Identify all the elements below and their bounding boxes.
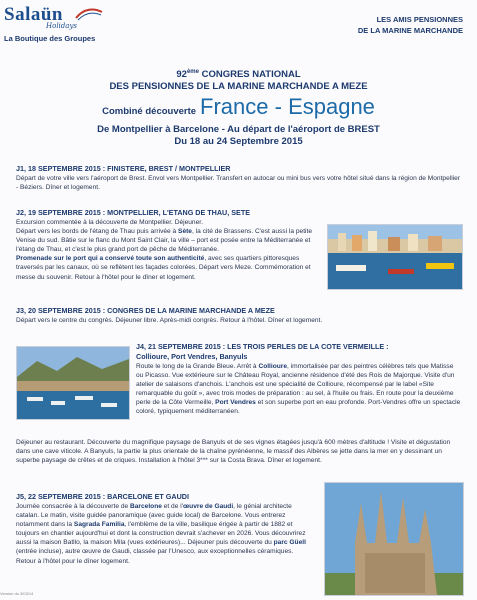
logo-tagline: La Boutique des Groupes [4,34,96,43]
day-5-gaudi: œuvre de Gaudi [182,503,234,510]
congress-number: 92 [176,69,187,81]
logo-wordmark: Salaün [4,4,63,25]
day-4-text-continued: Déjeuner au restaurant. Découverte du magnifique paysage de Banyuls et de ses vignes étagées jusqu'à 600 mètres d'altitude ! Visite et dégustation dans une cave viticole. A Banyuls, la partie la plus orientale de la chaîne pyrénéenne, le massif des Albères se jette dans la mer en y dessinant un superbe paysage de crêtes et de criques. Installation à l'hôtel 3*** sur la Costa Brava. Dîner et logement. [16,439,451,465]
day-1-text: Départ de votre ville vers l'aéroport de Brest. Envol vers Montpellier. Transfert en autocar ou mini bus vers votre hôtel situé dans la région de Montpellier - Béziers. Dîner et logement. [16,175,460,192]
dates-line: Du 18 au 24 Septembre 2015 [174,136,303,148]
title-block [0,66,477,148]
trip-title [0,95,477,124]
day-5-section [16,492,316,566]
day-4-section [136,342,462,417]
org-line-2: DE LA MARINE MARCHANDE [357,26,463,35]
day-4-heading: J4, 21 SEPTEMBRE 2015 : LES TROIS PERLES DE LA COTE VERMEILLE : [136,342,389,351]
day-2-text [16,218,316,282]
day-5-text-d: , l'emblème de la ville, basilique érigée à partir de 1882 et toujours en chantier aujourd'hui et dont la construction devrait s'achever en 2026. Vous découvrirez aussi la maison Batllo, la maison Mila (vues extérieures)... Déjeuner puis découverte du [16,521,306,547]
day-3-section [16,306,462,325]
swoosh-icon [74,6,104,22]
day-5-text-f: Retour à l'hôtel pour le dîner logement. [16,557,130,565]
day-2-text-c: , la cité de Brassens. C'est aussi la petite Venise du sud. Bâtie sur le flanc du Mont Saint Clair, la ville – port est posée entre la Méditerranée et l'étang de Thau, et c'est le plus grand port de pêche de Méditerranée. [16,228,312,254]
day-4-port-vendres: Port Vendres [215,399,256,407]
route-line: De Montpellier à Barcelone - Au départ de l'aéroport de BREST [97,124,380,136]
day-5-text-b: et de l' [161,503,183,510]
congress-subtitle: DES PENSIONNES DE LA MARINE MARCHANDE A MEZE [109,81,368,93]
day-2-heading: J2, 19 SEPTEMBRE 2015 : MONTPELLIER, L'ETANG DE THAU, SETE [16,208,251,217]
day-5-text-c: , le génial architecte catalan. Le matin, visite guidée panoramique (avec guide local) de Barcelone. Vous entrerez notamment dans la [16,503,292,529]
day-4-text-a: Route le long de la Grande Bleue. Arrêt à [136,363,259,370]
day-5-text [16,502,316,566]
port-vendres-photo [16,346,130,420]
day-3-text: Départ vers le centre du congrès. Déjeuner libre. Après-midi congrès. Retour à l'hôtel. Dîner et logement. [16,317,323,324]
day-5-text-a: Journée consacrée à la découverte de [16,503,130,510]
day-4-text-b: , immortalisée par des peintres célèbres tels que Matisse ou Picasso. Vue extérieure sur le Château Royal, ancienne résidence d'été des Rois de Majorque. Visite d'un atelier de salaisons d'anchois. L'anchois est une spécialité de Collioure, récompensé par le label «Site remarquable du goût », avec trois modes de préparation : au sel, à l'huile ou frais. En route pour la deuxième perle de la Côte Vermeille, [136,363,455,407]
day-5-heading: J5, 22 SEPTEMBRE 2015 : BARCELONE ET GAUDI [16,492,189,501]
congress-title [0,66,477,81]
day-2-text-d: , avec ses quartiers pittoresques traversés par les canaux, où se reflètent les façades colorées. Départ vers Meze. Commémoration et messe du souvenir. Retour à l'hôtel pour le dîner et logement. [16,255,311,281]
day-4-collioure: Collioure [258,363,288,370]
trip-title-main: France - Espagne [200,94,375,120]
logo-script: Holidays [46,22,77,30]
day-2-sete: Sète [178,228,192,236]
day-1-section [16,164,462,192]
congress-ordinal: ème [186,69,199,75]
day-2-section [16,208,316,282]
day-5-guell: parc Güell [273,539,306,547]
day-4-text [136,362,462,417]
sete-canal-photo [327,224,463,290]
footer-version: Version du 3/03/14 [0,591,34,596]
day-5-barcelone: Barcelone [130,503,162,510]
day-1-heading: J1, 18 SEPTEMBRE 2015 : FINISTERE, BREST / MONTPELLIER [16,164,231,173]
day-3-heading: J3, 20 SEPTEMBRE 2015 : CONGRES DE LA MARINE MARCHANDE A MEZE [16,306,275,315]
day-4-subheading: Collioure, Port Vendres, Banyuls [136,352,248,361]
congress-title-rest: CONGRES NATIONAL [198,69,301,81]
day-4-text-c: et son superbe port en eau profonde. Port-Vendres offre un spectacle coloré, typiquement méditerranéen. [136,399,461,416]
sagrada-familia-photo [324,482,464,596]
day-5-text-e: (entrée incluse), autre œuvre de Gaudi, classée par l'Unesco, aux exceptionnelles céramiques. [16,548,294,556]
salaun-logo [4,4,114,50]
day-2-promenade: Promenade sur le port qui a conservé toute son authenticité [16,255,205,263]
day-2-text-a: Excursion commentée à la découverte de Montpellier. Déjeuner. [16,219,203,226]
organization-name [358,14,463,36]
day-4-continued [16,438,462,465]
day-5-sagrada: Sagrada Familia [73,521,125,529]
day-2-text-b: Départ vers les bords de l'étang de Thau puis arrivée à [16,228,179,236]
org-line-1: LES AMIS PENSIONNES [376,15,463,24]
trip-title-prefix: Combiné découverte [102,106,197,118]
